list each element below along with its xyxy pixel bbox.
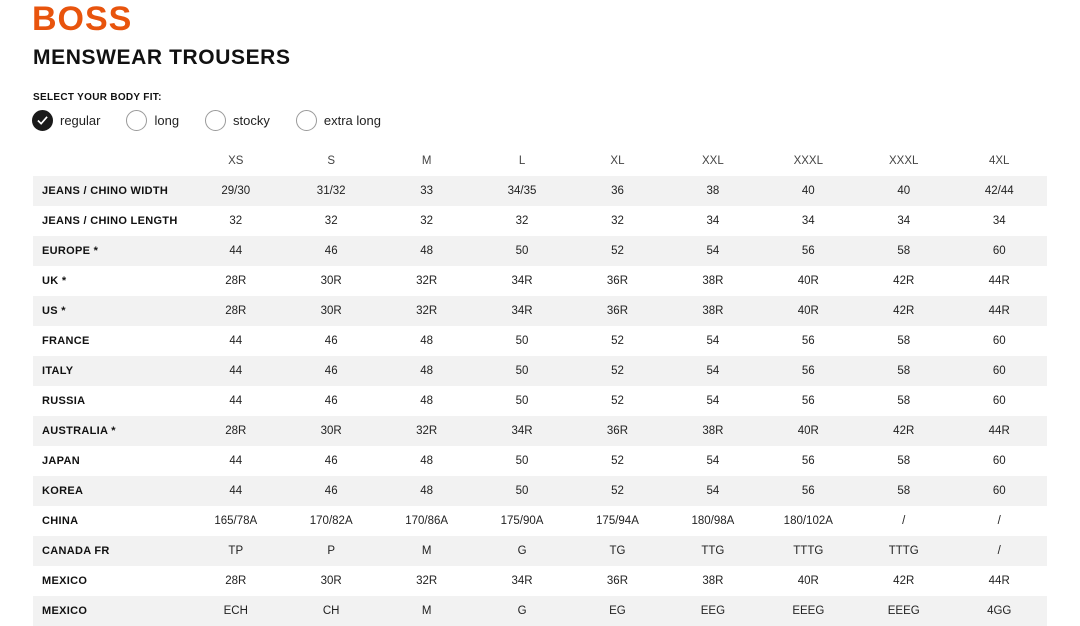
table-cell: 44 [188,326,283,356]
row-label: US * [33,296,188,326]
table-cell: 34R [474,416,569,446]
column-header: XS [228,155,244,167]
fit-selector-label: SELECT YOUR BODY FIT: [33,92,162,103]
table-cell: 42R [856,416,951,446]
table-cell: 50 [474,236,569,266]
table-cell: 48 [379,386,474,416]
table-cell: 56 [761,476,856,506]
table-cell: 56 [761,386,856,416]
table-cell: G [474,596,569,626]
table-cell: 29/30 [188,176,283,206]
table-cell: 58 [856,386,951,416]
table-cell: 44 [188,386,283,416]
fit-option-regular[interactable] [32,110,100,131]
table-row [33,206,1047,236]
table-cell: / [951,536,1047,566]
table-cell: 52 [570,326,665,356]
table-cell: 60 [951,326,1047,356]
table-cell: 60 [951,476,1047,506]
row-label: JEANS / CHINO LENGTH [33,206,188,236]
column-header: XXL [702,155,724,167]
table-cell: 38 [665,176,760,206]
fit-option-label: regular [60,113,101,128]
table-cell: 46 [283,446,378,476]
size-table-container [33,146,1047,626]
table-cell: 175/94A [570,506,665,536]
row-label: MEXICO [33,566,188,596]
table-cell: 42R [856,566,951,596]
table-row [33,446,1047,476]
table-cell: 40R [761,416,856,446]
table-cell: 58 [856,236,951,266]
table-cell: 44 [188,356,283,386]
table-cell: 36R [570,266,665,296]
table-cell: 46 [283,356,378,386]
table-cell: M [379,596,474,626]
size-table-body [33,176,1047,626]
table-cell: 38R [665,296,760,326]
table-cell: 32R [379,296,474,326]
table-cell: 40 [856,176,951,206]
table-header-row [33,146,1047,176]
table-cell: 46 [283,236,378,266]
row-label: FRANCE [33,326,188,356]
table-cell: 56 [761,356,856,386]
table-cell: 30R [283,566,378,596]
table-cell: 40 [761,176,856,206]
radio-long-icon[interactable] [126,110,147,131]
row-label: AUSTRALIA * [33,416,188,446]
table-cell: 50 [474,386,569,416]
table-row [33,356,1047,386]
table-cell: 52 [570,446,665,476]
table-row [33,326,1047,356]
table-cell: TP [188,536,283,566]
table-cell: 32 [474,206,569,236]
table-cell: 31/32 [283,176,378,206]
brand-logo: BOSS [32,0,133,38]
table-cell: TTTG [856,536,951,566]
table-cell: 60 [951,386,1047,416]
table-cell: 32 [283,206,378,236]
table-cell: 44R [951,416,1047,446]
table-cell: 34 [951,206,1047,236]
column-header: XL [610,155,625,167]
table-cell: 60 [951,236,1047,266]
table-cell: 54 [665,326,760,356]
column-header: XXXL [793,155,824,167]
table-cell: 48 [379,446,474,476]
table-cell: 34 [761,206,856,236]
table-cell: 32R [379,266,474,296]
table-cell: EEEG [856,596,951,626]
table-cell: 44 [188,236,283,266]
table-cell: 50 [474,476,569,506]
table-cell: 33 [379,176,474,206]
table-row [33,386,1047,416]
table-row [33,536,1047,566]
table-cell: EG [570,596,665,626]
table-row [33,296,1047,326]
fit-option-stocky[interactable] [205,110,270,131]
table-cell: 54 [665,356,760,386]
fit-option-label: long [154,113,180,128]
table-cell: TTTG [761,536,856,566]
table-cell: 46 [283,386,378,416]
row-label: KOREA [33,476,188,506]
table-cell: 46 [283,476,378,506]
column-header: 4XL [988,155,1010,167]
table-row [33,176,1047,206]
table-cell: P [283,536,378,566]
table-cell: 54 [665,236,760,266]
column-header: S [327,155,336,167]
row-label: JEANS / CHINO WIDTH [33,176,188,206]
table-cell: 28R [188,266,283,296]
table-cell: 54 [665,476,760,506]
table-cell: 40R [761,266,856,296]
row-label: EUROPE * [33,236,188,266]
fit-option-label: extra long [323,113,381,128]
table-cell: 54 [665,386,760,416]
table-cell: 34R [474,296,569,326]
table-cell: TG [570,536,665,566]
table-cell: 38R [665,566,760,596]
table-cell: EEG [665,596,760,626]
table-cell: 28R [188,416,283,446]
row-label: JAPAN [33,446,188,476]
table-cell: 165/78A [188,506,283,536]
table-cell: 34 [856,206,951,236]
fit-option-label: stocky [233,113,270,128]
table-cell: 175/90A [474,506,569,536]
table-cell: 30R [283,266,378,296]
table-cell: 42R [856,266,951,296]
table-cell: 170/86A [379,506,474,536]
table-cell: 58 [856,446,951,476]
table-cell: 46 [283,326,378,356]
table-cell: 44R [951,266,1047,296]
table-row [33,416,1047,446]
column-header-blank [33,146,188,176]
fit-selector-group [32,110,381,131]
table-cell: EEEG [761,596,856,626]
table-cell: 34R [474,566,569,596]
table-row [33,266,1047,296]
column-header: M [421,155,432,167]
table-cell: 30R [283,416,378,446]
row-label: RUSSIA [33,386,188,416]
table-cell: 180/102A [761,506,856,536]
table-cell: 38R [665,266,760,296]
table-cell: 58 [856,356,951,386]
table-cell: 36R [570,416,665,446]
table-cell: 32 [188,206,283,236]
table-cell: 34 [665,206,760,236]
table-cell: 52 [570,236,665,266]
table-cell: CH [283,596,378,626]
table-cell: 170/82A [283,506,378,536]
table-cell: 44 [188,476,283,506]
table-cell: 42/44 [951,176,1047,206]
fit-option-extra-long[interactable] [296,110,381,131]
table-cell: 58 [856,476,951,506]
table-cell: 34R [474,266,569,296]
table-cell: 42R [856,296,951,326]
column-header: XXXL [889,155,919,167]
table-cell: 60 [951,356,1047,386]
table-cell: 36 [570,176,665,206]
table-cell: 36R [570,566,665,596]
table-cell: 56 [761,236,856,266]
table-cell: 50 [474,356,569,386]
fit-option-long[interactable] [126,110,179,131]
table-cell: / [856,506,951,536]
table-cell: ECH [188,596,283,626]
table-cell: 44R [951,566,1047,596]
table-cell: 52 [570,356,665,386]
column-header: L [518,155,526,167]
row-label: ITALY [33,356,188,386]
table-cell: 52 [570,386,665,416]
table-cell: 30R [283,296,378,326]
table-cell: 44 [188,446,283,476]
radio-extra-long-icon[interactable] [296,110,317,131]
table-cell: TTG [665,536,760,566]
size-table-head [33,146,1047,176]
page-title: MENSWEAR TROUSERS [33,46,291,69]
table-cell: 34/35 [474,176,569,206]
size-table [33,146,1047,626]
table-cell: 4GG [951,596,1047,626]
radio-regular-icon[interactable] [32,110,53,131]
table-row [33,476,1047,506]
table-cell: 28R [188,296,283,326]
table-cell: 52 [570,476,665,506]
table-cell: 180/98A [665,506,760,536]
table-cell: 56 [761,326,856,356]
table-cell: 40R [761,296,856,326]
table-row [33,566,1047,596]
row-label: UK * [33,266,188,296]
table-row [33,236,1047,266]
table-cell: 48 [379,326,474,356]
row-label: CANADA FR [33,536,188,566]
table-cell: 50 [474,326,569,356]
table-cell: 48 [379,476,474,506]
row-label: MEXICO [33,596,188,626]
table-cell: 32R [379,566,474,596]
table-cell: 36R [570,296,665,326]
row-label: CHINA [33,506,188,536]
table-cell: 28R [188,566,283,596]
table-cell: 54 [665,446,760,476]
table-cell: G [474,536,569,566]
table-cell: 32R [379,416,474,446]
table-cell: 32 [570,206,665,236]
table-cell: 40R [761,566,856,596]
table-cell: 48 [379,356,474,386]
table-cell: 44R [951,296,1047,326]
table-cell: 58 [856,326,951,356]
table-row [33,506,1047,536]
check-icon [37,115,48,126]
table-cell: 60 [951,446,1047,476]
radio-stocky-icon[interactable] [205,110,226,131]
table-cell: 56 [761,446,856,476]
table-row [33,596,1047,626]
table-cell: 50 [474,446,569,476]
table-cell: 38R [665,416,760,446]
table-cell: M [379,536,474,566]
table-cell: 32 [379,206,474,236]
table-cell: 48 [379,236,474,266]
table-cell: / [951,506,1047,536]
